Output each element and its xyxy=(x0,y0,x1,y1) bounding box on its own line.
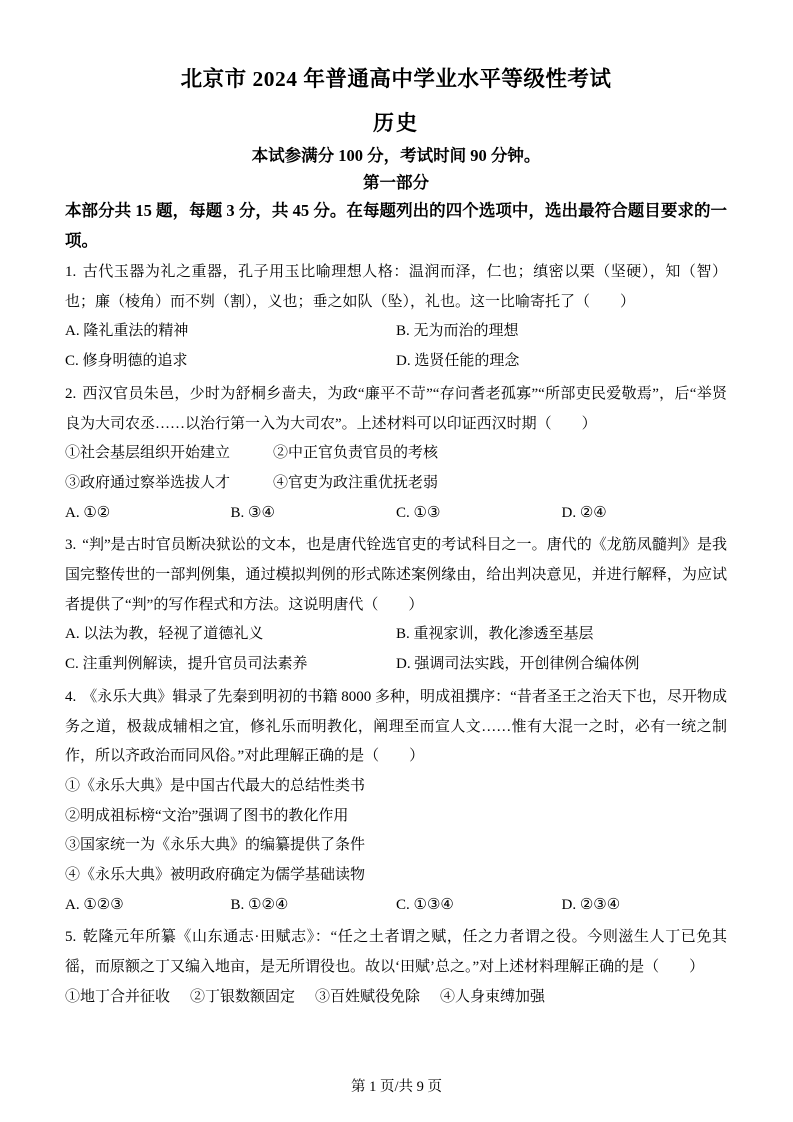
question-2-subitem-1: ①社会基层组织开始建立 xyxy=(65,445,231,462)
question-3-option-c: C. 注重判例解读，提升官员司法素养 xyxy=(65,656,308,673)
question-1-option-d: D. 选贤任能的理念 xyxy=(396,353,520,370)
question-3-stem xyxy=(65,531,727,620)
question-1-options-row-1 xyxy=(65,317,727,347)
question-5-text: 乾隆元年所纂《山东通志·田赋志》：“任之土者谓之赋，任之力者谓之役。今则滋生人丁已免其徭，而原额之丁又编入地亩，是无所谓役也。故以‘田赋’总之。”对上述材料理解正确的是（ ） xyxy=(65,929,727,976)
question-4-subitem-4: ④《永乐大典》被明政府确定为儒学基础读物 xyxy=(65,867,366,884)
question-3-option-b: B. 重视家训，教化渗透至基层 xyxy=(396,626,594,643)
question-2-subitems-row-2 xyxy=(65,469,727,499)
question-3-option-d: D. 强调司法实践，开创律例合编体例 xyxy=(396,656,640,673)
part-one-instructions: 本部分共 15 题，每题 3 分，共 45 分。在每题列出的四个选项中，选出最符合题目要求的一项。 xyxy=(65,201,727,250)
question-4-subitem-1: ①《永乐大典》是中国古代最大的总结性类书 xyxy=(65,777,366,794)
question-3-text: “判”是古时官员断决狱讼的文本，也是唐代铨选官吏的考试科目之一。唐代的《龙筋凤髓判》是我国完整传世的一部判例集，通过模拟判例的形式陈述案例缘由，给出判决意见，并进行解释，为应试者提供了“判”的写作程式和方法。这说明唐代（ ） xyxy=(65,537,727,613)
question-5-subitem-3: ③百姓赋役免除 xyxy=(315,988,421,1005)
question-3-option-a: A. 以法为教，轻视了道德礼义 xyxy=(65,626,264,643)
question-4 xyxy=(65,683,727,921)
question-2-subitem-4: ④官吏为政注重优抚老弱 xyxy=(273,474,439,491)
question-4-stem xyxy=(65,683,727,772)
question-1-option-c: C. 修身明德的追求 xyxy=(65,353,188,370)
question-2-option-c: C. ①③ xyxy=(396,504,441,521)
question-2-subitem-3: ③政府通过察举选拔人才 xyxy=(65,474,231,491)
question-2-text: 西汉官员朱邑，少时为舒桐乡啬夫，为政“廉平不苛”“存问耆老孤寡”“所部吏民爱敬焉”，后“举贤良为大司农丞……以治行第一入为大司农”。上述材料可以印证西汉时期（ ） xyxy=(65,385,727,432)
question-1-number: 1. xyxy=(65,264,77,280)
question-4-number: 4. xyxy=(65,688,77,705)
question-5-stem xyxy=(65,923,727,982)
part-one-title: 第一部分 xyxy=(363,173,429,192)
question-4-options-row xyxy=(65,891,727,921)
question-5-subitem-4: ④人身束缚加强 xyxy=(440,988,546,1005)
question-5 xyxy=(65,923,727,1012)
question-1-stem xyxy=(65,258,727,317)
exam-title: 北京市 2024 年普通高中学业水平等级性考试 xyxy=(180,67,612,91)
question-3-options-row-2 xyxy=(65,650,727,680)
exam-info-line: 本试参满分 100 分，考试时间 90 分钟。 xyxy=(251,146,541,165)
question-4-option-c: C. ①③④ xyxy=(396,896,454,913)
question-1-option-b: B. 无为而治的理想 xyxy=(396,323,519,340)
question-2-option-a: A. ①② xyxy=(65,504,111,521)
exam-subject: 历史 xyxy=(373,111,419,135)
question-4-option-b: B. ①②④ xyxy=(230,896,289,913)
question-1-text: 古代玉器为礼之重器，孔子用玉比喻理想人格：温润而泽，仁也；缜密以栗（坚硬），知（智）也；廉（棱角）而不刿（割），义也；垂之如队（坠），礼也。这一比喻寄托了（ ） xyxy=(65,264,727,310)
question-2-number: 2. xyxy=(65,385,77,402)
question-3-number: 3. xyxy=(65,537,77,554)
question-5-subitems-row xyxy=(65,983,727,1013)
question-5-subitem-1: ①地丁合并征收 xyxy=(65,988,171,1005)
question-2-option-b: B. ③④ xyxy=(230,504,275,521)
question-3 xyxy=(65,531,727,680)
question-2-subitems-row-1 xyxy=(65,439,727,469)
question-list xyxy=(65,258,727,1013)
question-4-subitem-2: ②明成祖标榜“文治”强调了图书的教化作用 xyxy=(65,807,349,824)
question-5-number: 5. xyxy=(65,929,77,946)
question-2 xyxy=(65,380,727,529)
page-number-footer: 第 1 页/共 9 页 xyxy=(350,1079,443,1095)
question-4-option-a: A. ①②③ xyxy=(65,896,124,913)
question-2-options-row xyxy=(65,499,727,529)
question-2-stem xyxy=(65,380,727,439)
question-1 xyxy=(65,258,727,377)
question-5-subitem-2: ②丁银数额固定 xyxy=(190,988,296,1005)
question-2-subitem-2: ②中正官负责官员的考核 xyxy=(273,445,439,462)
question-4-subitem-3: ③国家统一为《永乐大典》的编纂提供了条件 xyxy=(65,837,366,854)
question-2-option-d: D. ②④ xyxy=(561,504,607,521)
question-4-text: 《永乐大典》辑录了先秦到明初的书籍 8000 多种，明成祖撰序：“昔者圣王之治天下也，尽开物成务之道，极裁成辅相之宜，修礼乐而明教化，阐理至而宣人文……惟有大混一之时，必有一统之制作，所以齐政治而同风俗。”对此理解正确的是（ ） xyxy=(65,688,727,765)
question-1-options-row-2 xyxy=(65,347,727,377)
question-3-options-row-1 xyxy=(65,620,727,650)
question-1-option-a: A. 隆礼重法的精神 xyxy=(65,323,189,340)
question-4-option-d: D. ②③④ xyxy=(561,896,621,913)
